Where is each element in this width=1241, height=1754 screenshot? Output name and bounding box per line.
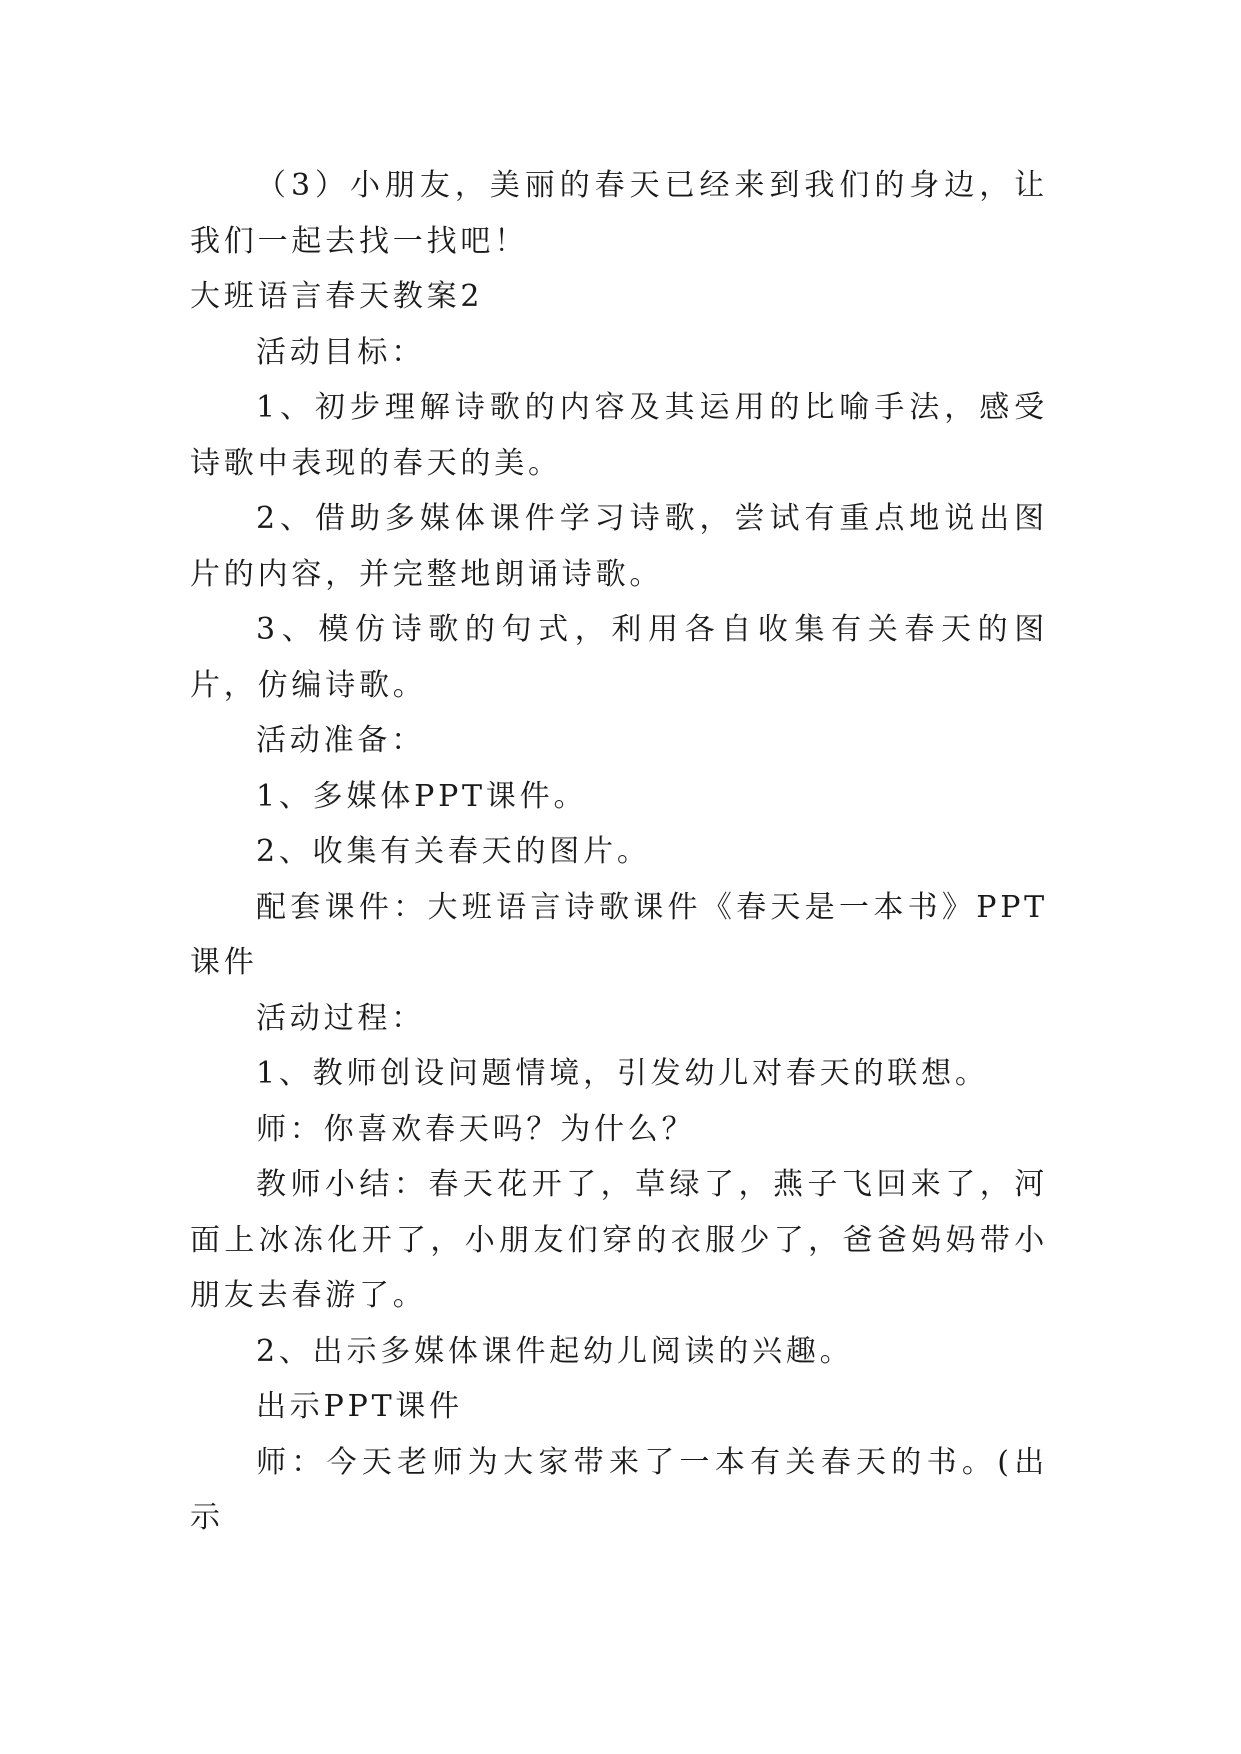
paragraph-show-ppt: 出示PPT课件 <box>256 1389 463 1424</box>
paragraph-prep-2: 2、收集有关春天的图片。 <box>256 834 651 869</box>
paragraph-find-spring: （3）小朋友，美丽的春天已经来到我们的身边，让我们一起去找一找吧！ <box>190 168 1048 259</box>
paragraph-prep-title: 活动准备： <box>256 723 425 758</box>
paragraph-prep-1: 1、多媒体PPT课件。 <box>256 778 588 814</box>
paragraph-goal-1: 1、初步理解诗歌的内容及其运用的比喻手法，感受诗歌中表现的春天的美。 <box>190 390 1048 481</box>
paragraph-process-title: 活动过程： <box>256 1000 425 1036</box>
paragraph-goal-2: 2、借助多媒体课件学习诗歌，尝试有重点地说出图片的内容，并完整地朗诵诗歌。 <box>190 501 1048 592</box>
paragraph-teacher-summary: 教师小结：春天花开了，草绿了，燕子飞回来了，河面上冰冻化开了，小朋友们穿的衣服少了，爸爸妈妈带小朋友去春游了。 <box>190 1167 1048 1313</box>
paragraph-process-1: 1、教师创设问题情境，引发幼儿对春天的联想。 <box>256 1056 989 1091</box>
document-body <box>190 158 1048 1546</box>
paragraph-courseware: 配套课件：大班语言诗歌课件《春天是一本书》PPT课件 <box>190 889 1048 980</box>
paragraph-teacher-book: 师：今天老师为大家带来了一本有关春天的书。(出示 <box>190 1444 1048 1535</box>
paragraph-process-2: 2、出示多媒体课件起幼儿阅读的兴趣。 <box>256 1333 854 1369</box>
paragraph-goals-title: 活动目标： <box>256 334 425 370</box>
section-heading: 大班语言春天教案2 <box>190 279 484 314</box>
paragraph-teacher-question: 师：你喜欢春天吗？为什么？ <box>256 1111 696 1147</box>
paragraph-goal-3: 3、模仿诗歌的句式，利用各自收集有关春天的图片，仿编诗歌。 <box>190 612 1048 703</box>
